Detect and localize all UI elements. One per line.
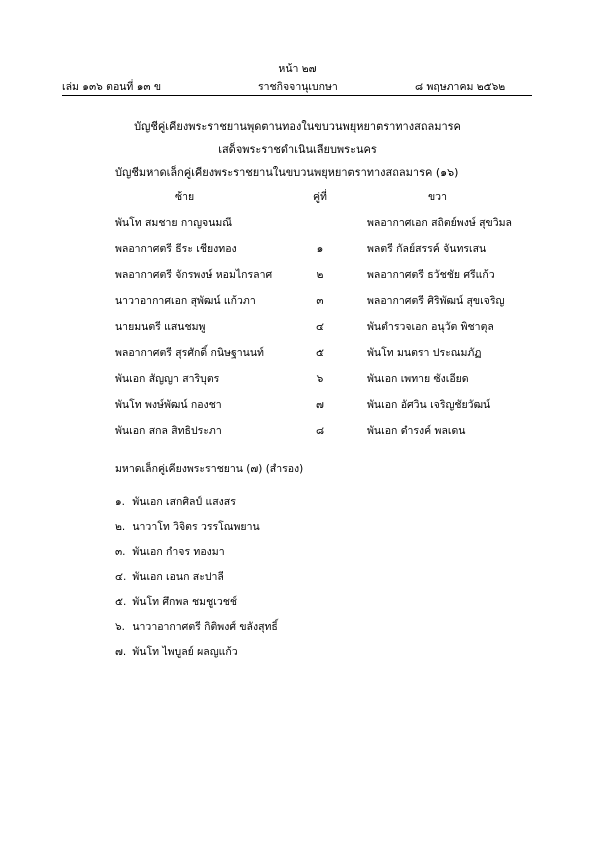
list-item <box>115 643 238 660</box>
row-left-name: พันเอก สัญญา สาริบุตร <box>115 373 220 385</box>
table-row <box>115 370 535 386</box>
list-item-number: ๖. <box>115 621 126 633</box>
list-item-number: ๗. <box>115 646 127 658</box>
row-left-name: พันโท พงษ์พัฒน์ กองชา <box>115 399 222 411</box>
list-item-name: นาวาอากาศตรี กิติพงศ์ ขลังสุทธิ์ <box>132 621 278 633</box>
row-pair-number: ๖ <box>316 373 324 385</box>
table-row <box>115 344 535 360</box>
volume-issue: เล่ม ๑๓๖ ตอนที่ ๑๓ ข <box>62 81 162 93</box>
reserve-heading: มหาดเล็กคู่เคียงพระราชยาน (๗) (สำรอง) <box>115 463 304 475</box>
list-item-name: พันโท ไพบูลย์ ผลญแก้ว <box>132 646 238 658</box>
list-item-number: ๒. <box>115 521 126 533</box>
row-pair-number: ๑ <box>316 243 324 255</box>
title-main: บัญชีคู่เคียงพระราชยานพุดตานทองในขบวนพยุหยาตราทางสถลมารค <box>134 120 461 133</box>
row-right-name: พันตำรวจเอก อนุวัต พิชาตุล <box>367 321 494 333</box>
table-row <box>115 266 535 282</box>
gazette-name: ราชกิจจานุเบกษา <box>258 81 338 93</box>
row-right-name: พันเอก ดำรงค์ พลเดน <box>367 425 466 437</box>
list-item-number: ๔. <box>115 571 127 583</box>
row-left-name: พันโท สมชาย กาญจนมณี <box>115 217 233 229</box>
row-right-name: พลอากาศเอก สถิตย์พงษ์ สุขวิมล <box>367 217 512 229</box>
list-item <box>115 493 236 510</box>
list-item-number: ๓. <box>115 546 126 558</box>
list-item <box>115 593 237 610</box>
row-pair-number: ๓ <box>316 295 324 307</box>
table-row <box>115 422 535 438</box>
row-left-name: พันเอก สกล สิทธิประภา <box>115 425 222 437</box>
list-item-name: พันเอก เสกศิลป์ แสงสร <box>132 496 236 508</box>
row-right-name: พลอากาศตรี ศิริพัฒน์ สุขเจริญ <box>367 295 505 307</box>
row-pair-number: ๒ <box>316 269 324 281</box>
list-item <box>115 518 260 535</box>
list-item-name: พันเอก เอนก สะปาลี <box>132 571 224 583</box>
page-number: หน้า ๒๗ <box>278 63 317 75</box>
table-row <box>115 292 535 308</box>
row-left-name: นายมนตรี แสนชมพู <box>115 321 206 333</box>
list-item-name: นาวาโท วิจิตร วรรโณพยาน <box>132 521 260 533</box>
row-right-name: พันเอก เพทาย ซังเอียด <box>367 373 469 385</box>
row-right-name: พันโท มนตรา ประณมภัฏ <box>367 347 482 359</box>
list-item-number: ๕. <box>115 596 127 608</box>
list-item <box>115 568 224 585</box>
table-row <box>115 318 535 334</box>
list-item <box>115 543 225 560</box>
table-row <box>115 396 535 412</box>
col-left-header: ซ้าย <box>175 191 195 203</box>
list-item-name: พันเอก กำจร ทองมา <box>132 546 225 558</box>
row-pair-number: ๔ <box>316 321 324 333</box>
publication-date: ๘ พฤษภาคม ๒๕๖๒ <box>415 81 506 93</box>
row-left-name: พลอากาศตรี จักรพงษ์ หอมไกรลาศ <box>115 269 273 281</box>
header-rule <box>62 95 532 96</box>
section-title: บัญชีมหาดเล็กคู่เคียงพระราชยานในขบวนพยุหยาตราทางสถลมารค (๑๖) <box>115 166 459 179</box>
table-row <box>115 240 535 256</box>
row-right-name: พันเอก อัศวิน เจริญชัยวัฒน์ <box>367 399 491 411</box>
table-row <box>115 214 535 230</box>
row-left-name: นาวาอากาศเอก สุพัฒน์ แก้วภา <box>115 295 256 307</box>
row-left-name: พลอากาศตรี สุรศักดิ์ กนิษฐานนท์ <box>115 347 264 359</box>
row-right-name: พลตรี กัลย์สรรค์ จันทรเสน <box>367 243 487 255</box>
row-pair-number: ๕ <box>316 347 324 359</box>
title-sub: เสด็จพระราชดำเนินเลียบพระนคร <box>218 143 377 156</box>
row-pair-number: ๗ <box>316 399 324 411</box>
list-item <box>115 618 278 635</box>
list-item-number: ๑. <box>115 496 126 508</box>
row-left-name: พลอากาศตรี ธีระ เชียงทอง <box>115 243 237 255</box>
col-pair-header: คู่ที่ <box>313 191 327 203</box>
col-right-header: ขวา <box>428 191 447 203</box>
list-item-name: พันโท ศึกพล ชมชูเวชช์ <box>132 596 237 608</box>
row-right-name: พลอากาศตรี ธวัชชัย ศรีแก้ว <box>367 269 495 281</box>
row-pair-number: ๘ <box>315 425 325 437</box>
